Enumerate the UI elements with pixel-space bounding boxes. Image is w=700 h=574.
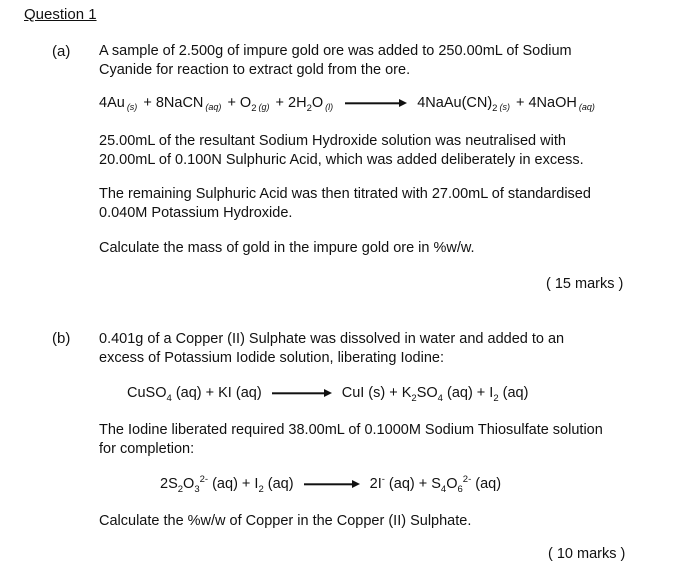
- part-a-intro: [99, 42, 572, 80]
- reaction-arrow: [304, 479, 360, 489]
- part-b-equation-2: $2S_2O_3^{2-}$ $(aq) + I_2$ (aq) 2I- $(aq) + S_4O_6^{2-}$ (aq): [160, 474, 502, 495]
- part-a-label: (a): [52, 43, 71, 60]
- part-b-paragraph-2: The Iodine liberated required 38.00mL of 0.1000M Sodium Thiosulfate solution for completion:: [99, 422, 603, 457]
- question-title: Question 1: [24, 6, 97, 23]
- part-a-question: Calculate the mass of gold in the impure gold ore in %w/w.: [99, 240, 475, 256]
- part-b-question: Calculate the %w/w of Copper in the Copper (II) Sulphate.: [99, 513, 472, 529]
- part-a-paragraph-2: 25.00mL of the resultant Sodium Hydroxide solution was neutralised with 20.00mL of 0.100N Sulphuric Acid, which was added deliberately in excess.: [99, 133, 584, 168]
- reaction-arrow: [345, 98, 407, 108]
- reaction-arrow: [272, 388, 332, 398]
- part-a-marks: ( 15 marks ): [546, 276, 624, 292]
- part-b-marks: ( 10 marks ): [548, 546, 626, 562]
- part-b-label: (b): [52, 330, 71, 347]
- part-a-intro-line2: Cyanide for reaction to extract gold from the ore.: [99, 62, 411, 78]
- part-b-equation-1: CuSO$_4$ (aq) + KI (aq) CuI $(s) + K_2SO_4$ $(aq) + I_2$ (aq): [127, 385, 529, 404]
- part-a-equation: 4Au $_{(s)}$ + 8NaCN $_{(aq)} + O_2$ $_{(g)} + 2H_2O$ $_{(l)}$ $4NaAu(CN)_2$ $_{(s)}$ + 4NaOH $_{(aq)}$: [99, 95, 595, 114]
- part-a-paragraph-3: The remaining Sulphuric Acid was then titrated with 27.00mL of standardised 0.040M Potassium Hydroxide.: [99, 186, 591, 221]
- part-b-intro: 0.401g of a Copper (II) Sulphate was dissolved in water and added to an excess of Potassium Iodide solution, liberating Iodine:: [99, 331, 565, 366]
- part-a-intro-line1: A sample of 2.500g of impure gold ore was added to 250.00mL of Sodium: [99, 43, 572, 59]
